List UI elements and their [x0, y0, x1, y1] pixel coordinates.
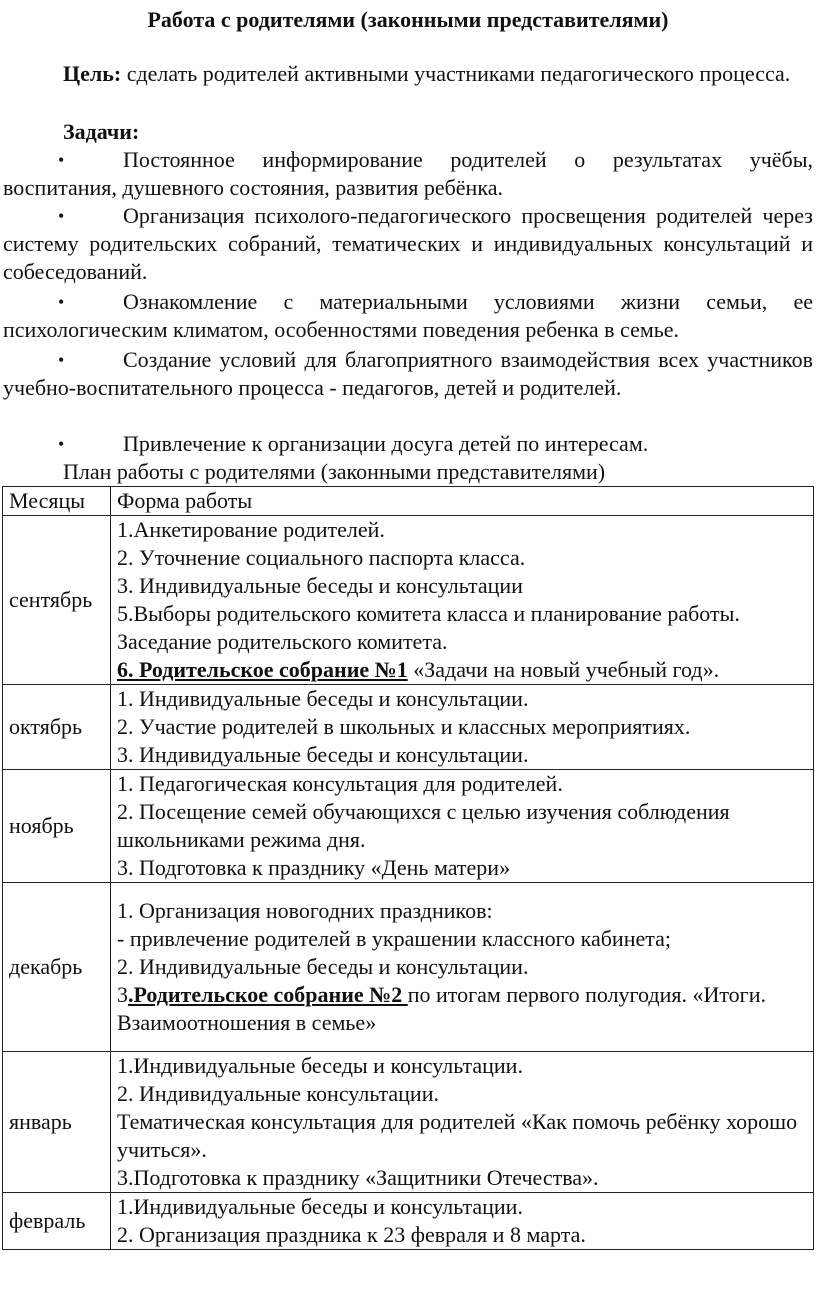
- month-cell: октябрь: [3, 685, 111, 770]
- work-cell: [111, 883, 814, 1052]
- work-line: - привлечение родителей в украшении классного кабинета;: [117, 926, 671, 951]
- work-line: [117, 981, 807, 1037]
- work-line: 2. Индивидуальные беседы и консультации.: [117, 954, 529, 979]
- month-cell: сентябрь: [3, 516, 111, 685]
- meeting-title: 6. Родительское собрание №1: [117, 657, 408, 682]
- month-cell: ноябрь: [3, 770, 111, 883]
- task-text: Организация психолого-педагогического просвещения родителей через систему родительских собраний, тематических и индивидуальных консультаций и собеседований.: [3, 203, 813, 284]
- month-cell: февраль: [3, 1193, 111, 1250]
- work-cell: [111, 770, 814, 883]
- plan-table: [2, 486, 814, 1250]
- column-header-months: Месяцы: [3, 487, 111, 516]
- table-row: [3, 516, 814, 685]
- work-cell: [111, 685, 814, 770]
- work-line: 2. Уточнение социального паспорта класса.: [117, 545, 526, 570]
- task-text: Создание условий для благоприятного взаимодействия всех участников учебно-воспитательного процесса - педагогов, детей и родителей.: [3, 347, 813, 400]
- task-item: [3, 430, 813, 458]
- table-row: [3, 770, 814, 883]
- work-line: 2. Участие родителей в школьных и классных мероприятиях.: [117, 714, 691, 739]
- work-line: 3. Индивидуальные беседы и консультации.: [117, 742, 529, 767]
- month-cell: декабрь: [3, 883, 111, 1052]
- table-row: [3, 1193, 814, 1250]
- plan-heading: План работы с родителями (законными представителями): [63, 459, 606, 484]
- table-row: [3, 685, 814, 770]
- bullet-icon: •: [58, 434, 65, 454]
- work-line: 3. Индивидуальные беседы и консультации: [117, 573, 523, 598]
- work-line: 2. Организация праздника к 23 февраля и 8 марта.: [117, 1222, 586, 1247]
- task-item: [3, 288, 813, 344]
- task-item: [3, 146, 813, 202]
- meeting-topic: по итогам первого полугодия. «Итоги. Взаимоотношения в семье»: [117, 982, 766, 1035]
- work-cell: [111, 516, 814, 685]
- month-cell: январь: [3, 1052, 111, 1193]
- task-text: Привлечение к организации досуга детей по интересам.: [123, 431, 649, 456]
- work-line: 5.Выборы родительского комитета класса и планирование работы. Заседание родительского комитета.: [117, 601, 740, 654]
- bullet-icon: •: [58, 350, 65, 370]
- work-line: 3. Подготовка к празднику «День матери»: [117, 855, 511, 880]
- task-text: Постоянное информирование родителей о результатах учёбы, воспитания, душевного состояния, развития ребёнка.: [3, 147, 813, 200]
- table-row: [3, 1052, 814, 1193]
- work-line: 1.Индивидуальные беседы и консультации.: [117, 1194, 523, 1219]
- work-line: 1. Организация новогодних праздников:: [117, 898, 493, 923]
- work-line: 1. Индивидуальные беседы и консультации.: [117, 686, 529, 711]
- work-line: 2. Посещение семей обучающихся с целью изучения соблюдения школьниками режима дня.: [117, 799, 730, 852]
- work-line: 1. Педагогическая консультация для родителей.: [117, 771, 563, 796]
- table-header-row: [3, 487, 814, 516]
- bullet-icon: •: [58, 206, 65, 226]
- work-cell: [111, 1052, 814, 1193]
- task-item: [3, 346, 813, 402]
- document-title: Работа с родителями (законными представителями): [147, 7, 669, 32]
- item-number: 3: [117, 982, 128, 1007]
- column-header-work-form: Форма работы: [111, 487, 814, 516]
- bullet-icon: •: [58, 292, 65, 312]
- work-cell: [111, 1193, 814, 1250]
- work-line: 1.Анкетирование родителей.: [117, 517, 385, 542]
- task-item: [3, 202, 813, 286]
- table-row: [3, 883, 814, 1052]
- bullet-icon: •: [58, 150, 65, 170]
- work-line: Тематическая консультация для родителей «Как помочь ребёнку хорошо учиться».: [117, 1109, 798, 1162]
- task-text: Ознакомление с материальными условиями жизни семьи, ее психологическим климатом, особенностями поведения ребенка в семье.: [3, 289, 813, 342]
- work-line: 3.Подготовка к празднику «Защитники Отечества».: [117, 1165, 599, 1190]
- tasks-heading: Задачи:: [63, 119, 140, 144]
- work-line: [117, 656, 807, 684]
- meeting-topic: «Задачи на новый учебный год».: [407, 657, 720, 682]
- meeting-title: .Родительское собрание №2: [128, 982, 408, 1007]
- work-line: 2. Индивидуальные консультации.: [117, 1081, 439, 1106]
- goal-label: Цель:: [63, 61, 122, 86]
- work-line: 1.Индивидуальные беседы и консультации.: [117, 1053, 523, 1078]
- goal-text: сделать родителей активными участниками педагогического процесса.: [121, 61, 791, 86]
- goal-paragraph: [3, 60, 813, 88]
